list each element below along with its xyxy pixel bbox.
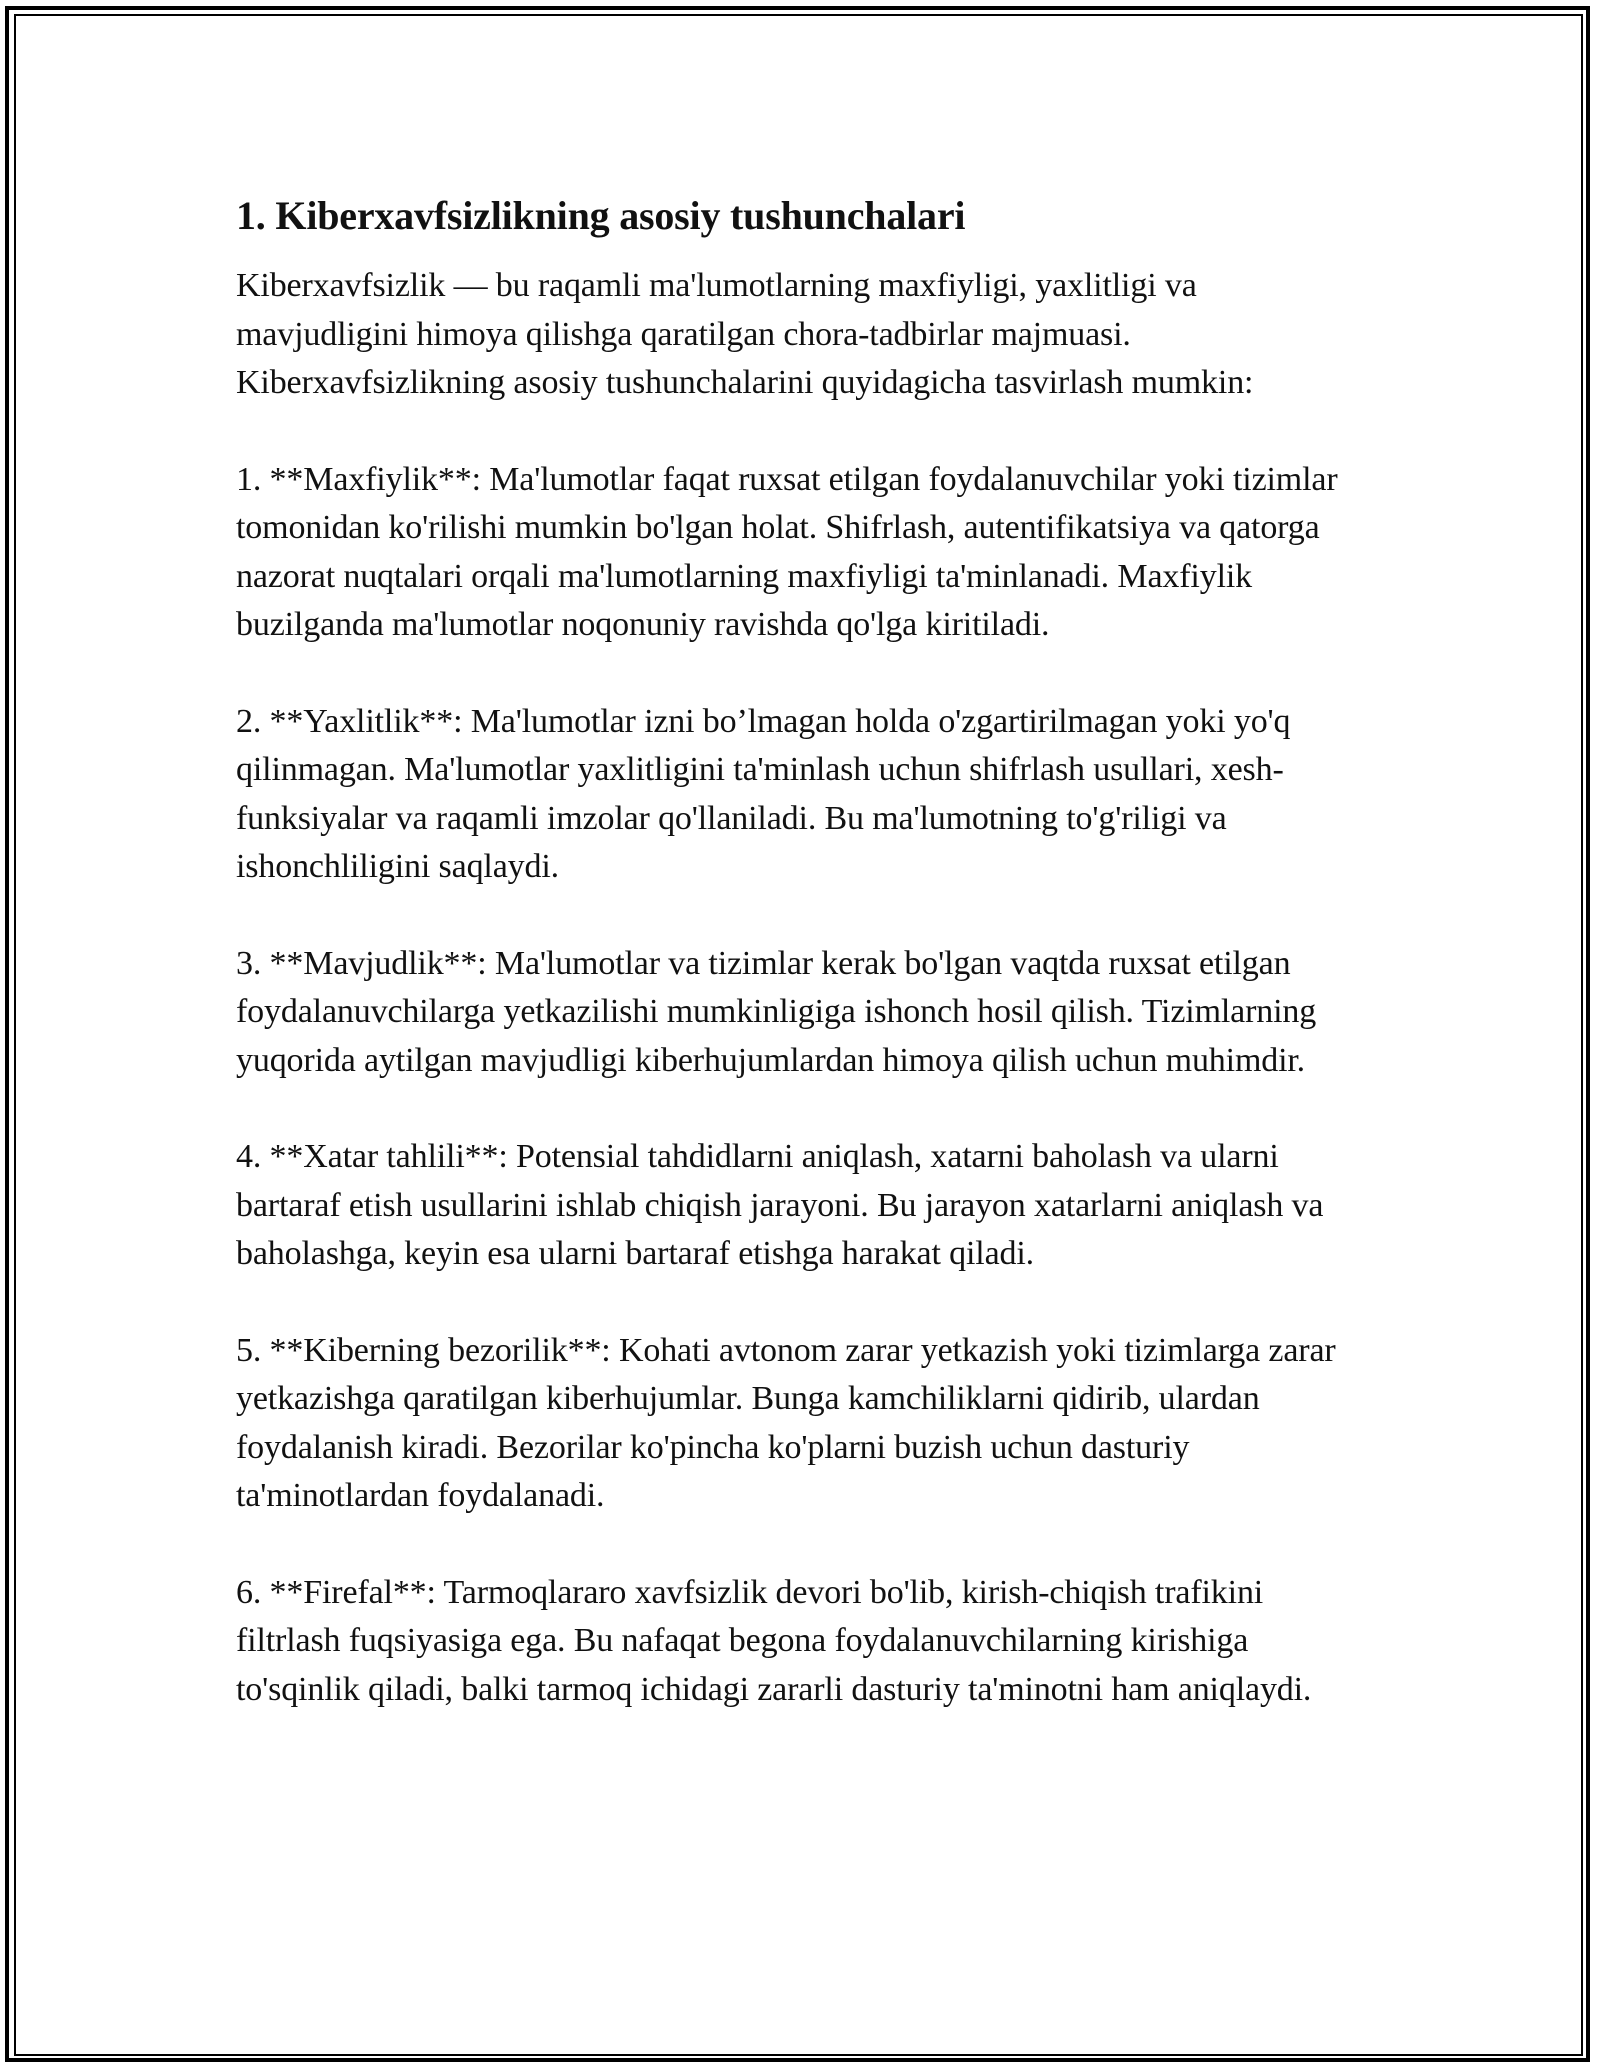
paragraph-firefal: 6. **Firefal**: Tarmoqlararo xavfsizlik devori bo'lib, kirish-chiqish trafikini filtrlash fuqsiyasiga ega. Bu nafaqat begona foydalanuvchilarning kirishiga to'sqinlik qiladi, balki tarmoq ichidagi zararli dasturiy ta'minotni ham aniqlaydi.: [236, 1573, 1312, 1708]
section-heading: 1. Kiberxavfsizlikning asosiy tushunchalari: [236, 193, 966, 238]
paragraph-kiberning-bezorilik: 5. **Kiberning bezorilik**: Kohati avtonom zarar yetkazish yoki tizimlarga zarar yetkazishga qaratilgan kiberhujumlar. Bunga kamchiliklarni qidirib, ulardan foydalanish kiradi. Bezorilar ko'pincha ko'plarni buzish uchun dasturiy ta'minotlardan foydalanadi.: [236, 1331, 1336, 1514]
paragraph-yaxlitlik: 2. **Yaxlitlik**: Ma'lumotlar izni bo’lmagan holda o'zgartirilmagan yoki yo'q qilinmagan. Ma'lumotlar yaxlitligini ta'minlash uchun shifrlash usullari, xesh-funksiyalar va raqamli imzolar qo'llaniladi. Bu ma'lumotning to'g'riligi va ishonchliligini saqlaydi.: [236, 702, 1291, 885]
paragraph-maxfiylik: 1. **Maxfiylik**: Ma'lumotlar faqat ruxsat etilgan foydalanuvchilar yoki tizimlar tomonidan ko'rilishi mumkin bo'lgan holat. Shifrlash, autentifikatsiya va qatorga nazorat nuqtalari orqali ma'lumotlarning maxfiyligi ta'minlanadi. Maxfiylik buzilganda ma'lumotlar noqonuniy ravishda qo'lga kiritiladi.: [236, 460, 1338, 643]
paragraph-xatar-tahlili: 4. **Xatar tahlili**: Potensial tahdidlarni aniqlash, xatarni baholash va ularni bartaraf etish usullarini ishlab chiqish jarayoni. Bu jarayon xatarlarni aniqlash va baholashga, keyin esa ularni bartaraf etishga harakat qiladi.: [236, 1138, 1324, 1272]
document-body: [236, 188, 1366, 1762]
paragraph-mavjudlik: 3. **Mavjudlik**: Ma'lumotlar va tizimlar kerak bo'lgan vaqtda ruxsat etilgan foydalanuvchilarga yetkazilishi mumkinligiga ishonch hosil qilish. Tizimlarning yuqorida aytilgan mavjudligi kiberhujumlardan himoya qilish uchun muhimdir.: [236, 944, 1317, 1079]
intro-paragraph: Kiberxavfsizlik — bu raqamli ma'lumotlarning maxfiyligi, yaxlitligi va mavjudligini himoya qilishga qaratilgan chora-tadbirlar majmuasi. Kiberxavfsizlikning asosiy tushunchalarini quyidagicha tasvirlash mumkin:: [236, 267, 1254, 401]
